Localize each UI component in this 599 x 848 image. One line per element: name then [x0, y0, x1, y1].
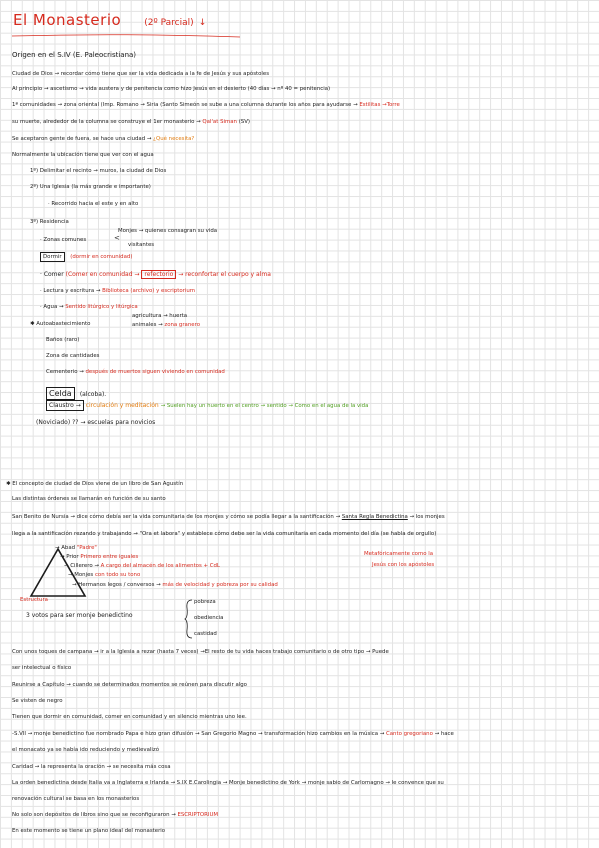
note-line — [12, 103, 400, 108]
note-line — [46, 370, 225, 375]
note-line: Caridad → la representa la oración → se necesita más cosa — [12, 764, 171, 770]
boxed-term: Celda — [46, 387, 75, 400]
note-line: llega a la santificación rezando y trabajando → "Ora et labora" y establece cómo debe ser la vida comunitaria en cada momento del día (se habla de orgullo) — [12, 531, 437, 537]
note-highlight: (Comer en comunidad → — [65, 271, 140, 278]
note-line — [68, 573, 140, 578]
boxed-term: Claustro → — [46, 400, 84, 411]
note-line: 3 votos para ser monje benedictino — [26, 612, 133, 619]
boxed-term: refectorio — [141, 270, 176, 279]
note-highlight: "Padre" — [76, 545, 97, 551]
note-line: renovación cultural se basa en los monasterios — [12, 796, 140, 802]
note-highlight: Canto gregoriano — [385, 731, 433, 737]
note-text: su muerte, alrededor de la columna se construye el 1er monasterio → — [12, 119, 201, 125]
note-text: · Lectura y escritura → — [40, 288, 101, 294]
note-line: visitantes — [128, 242, 155, 248]
note-highlight: ESCRIPTORIUM — [177, 812, 219, 818]
note-strong: Santa Regla Benedictina — [341, 514, 408, 520]
note-text: Cementerio → — [46, 369, 84, 375]
note-highlight: → reconfortar el cuerpo y alma — [178, 271, 271, 278]
note-text: → Hermanos legos / conversos → — [72, 582, 161, 588]
note-line — [55, 546, 97, 551]
note-text: No solo son depósitos de libros sino que se reconfiguraron → — [12, 812, 176, 818]
note-line: 2º) Una Iglesia (la más grande e importante) — [30, 184, 151, 190]
note-highlight: Qal'at Siman — [202, 119, 237, 125]
note-line — [12, 813, 218, 818]
note-line — [132, 323, 200, 328]
note-line: el monacato ya se había ido reduciendo y medievalizó — [12, 747, 160, 753]
note-line: · Zonas comunes — [40, 237, 87, 243]
note-line: agricultura → huerta — [132, 313, 188, 319]
note-line — [40, 272, 271, 278]
note-highlight: Estilitas →Torre — [359, 102, 400, 108]
note-text: escuelas para novicios — [87, 419, 156, 426]
note-highlight: con todo su tono — [94, 572, 141, 578]
note-text: → Abad — [55, 545, 76, 551]
note-line: Metafóricamente como la — [364, 551, 434, 557]
note-line — [46, 403, 368, 409]
note-line: Al principio → ascetismo → vida austera y de penitencia como hizo Jesús en el desierto (40 días → nº 40 = penitencia) — [12, 86, 331, 92]
note-line: Jesús con los apóstoles — [372, 562, 435, 568]
note-line: obediencia — [194, 615, 224, 621]
note-line: Baños (raro) — [46, 337, 80, 343]
note-line: ser intelectual o físico — [12, 665, 72, 671]
title-partial: (2º Parcial) — [144, 18, 194, 28]
brace-icon — [184, 598, 194, 640]
note-highlight: Biblioteca (archivo) y escriptorium — [102, 288, 196, 294]
note-line: Zona de cantidades — [46, 353, 100, 359]
note-text: -S.VII → monje benedictino fue nombrado Papa e hizo gran difusión → San Gregorio Magno → transformación hizo cambios en la música → — [12, 731, 385, 737]
note-highlight: Primero entre iguales — [80, 554, 139, 560]
note-highlight: ¿Qué necesita? — [153, 136, 195, 142]
note-text: Se aceptaron gente de fuera, se hace una ciudad → — [12, 136, 152, 142]
note-line — [12, 137, 194, 142]
brace: < — [114, 234, 120, 242]
note-line — [40, 255, 132, 260]
note-highlight: circulación y meditación — [85, 402, 159, 409]
note-highlight: (dormir en comunidad) — [70, 254, 133, 260]
note-line — [46, 383, 106, 399]
note-text: San Benito de Nursia → dice cómo debía ser la vida comunitaria de los monjes y cómo se podía llegar a la santificación → — [12, 514, 341, 520]
note-line: ✱ Autoabastecimiento — [30, 321, 91, 327]
note-line: Monjes → quienes consagran su vida — [118, 228, 218, 234]
note-highlight: más de velocidad y pobreza por su calidad — [162, 582, 278, 588]
note-line — [12, 515, 445, 520]
note-line — [64, 564, 220, 569]
note-highlight: → Suelen hay un huerto en el centro → sentido → Como en el agua de la vida — [160, 403, 369, 409]
note-line: 3º) Residencia — [30, 219, 69, 225]
note-line — [40, 305, 138, 310]
note-highlight: zona granero — [164, 322, 200, 328]
note-line: Reunirse a Capítulo → cuando se determinados momentos se reúnen para discutir algo — [12, 682, 247, 688]
note-text: 1ª comunidades → zona oriental (Imp. Romano → Siria (Santo Simeón se sube a una columna durante los años para ayudarse → — [12, 102, 358, 108]
note-line: Se visten de negro — [12, 698, 63, 704]
note-line: · Recorrido hacia el este y en alto — [48, 201, 139, 207]
note-line — [72, 583, 278, 588]
note-line: Normalmente la ubicación tiene que ver con el agua — [12, 152, 154, 158]
note-text: → Prior — [60, 554, 79, 560]
note-line — [12, 120, 250, 125]
note-highlight: después de muertos siguen viviendo en comunidad — [85, 369, 225, 375]
note-line — [12, 732, 454, 737]
note-line: 1º) Delimitar el recinto → muros, la ciudad de Dios — [30, 168, 167, 174]
note-line: Ciudad de Dios → recordar cómo tiene que ser la vida dedicada a la fe de Jesús y sus apóstoles — [12, 71, 270, 77]
note-text: animales → — [132, 322, 163, 328]
note-text: · Comer — [40, 271, 64, 278]
note-text: → los monjes — [409, 514, 445, 520]
note-text: (alcoba). — [79, 391, 107, 398]
note-line: En este momento se tiene un plano ideal del monasterio — [12, 828, 166, 834]
note-line: castidad — [194, 631, 217, 637]
note-line — [60, 555, 138, 560]
note-line: pobreza — [194, 599, 216, 605]
note-text: → hace — [434, 731, 454, 737]
boxed-term: Dormir — [40, 252, 65, 262]
note-highlight: Sentido litúrgico y litúrgica — [65, 304, 138, 310]
page-title — [13, 12, 206, 28]
note-line: Con unos toques de campana → ir a la Iglesia a rezar (hasta 7 veces) →El resto de tu vida haces trabajo comunitario o de otro tipo → Puede — [12, 649, 389, 655]
note-line — [36, 420, 155, 426]
title-main: El Monasterio — [13, 11, 122, 29]
note-line: Estructura — [20, 597, 48, 603]
note-text: → Monjes — [68, 572, 94, 578]
origin-heading: Origen en el S.IV (E. Paleocristiana) — [12, 51, 137, 59]
note-text: → Cillerero → — [64, 563, 99, 569]
note-text: · Agua → — [40, 304, 64, 310]
note-text: (SV) — [238, 119, 251, 125]
note-line: Las distintas órdenes se llamarán en función de su santo — [12, 496, 166, 502]
note-line: Tienen que dormir en comunidad, comer en comunidad y en silencio mientras uno lee. — [12, 714, 247, 720]
note-line: ✱ El concepto de ciudad de Dios viene de un libro de San Agustín — [6, 481, 184, 487]
note-highlight: A cargo del almacén de los alimentos + CdL — [100, 563, 220, 569]
note-line: La orden benedictina desde Italia va a Inglaterra e Irlanda → S.IX E.Carolingia → Monje benedictino de York → monje sabio de Carlomagno → le convence que su — [12, 780, 444, 786]
note-text: (Noviciado) ?? → — [36, 419, 86, 426]
note-line — [40, 289, 195, 294]
title-underline — [12, 33, 242, 39]
title-mark: ↓ — [198, 18, 207, 28]
